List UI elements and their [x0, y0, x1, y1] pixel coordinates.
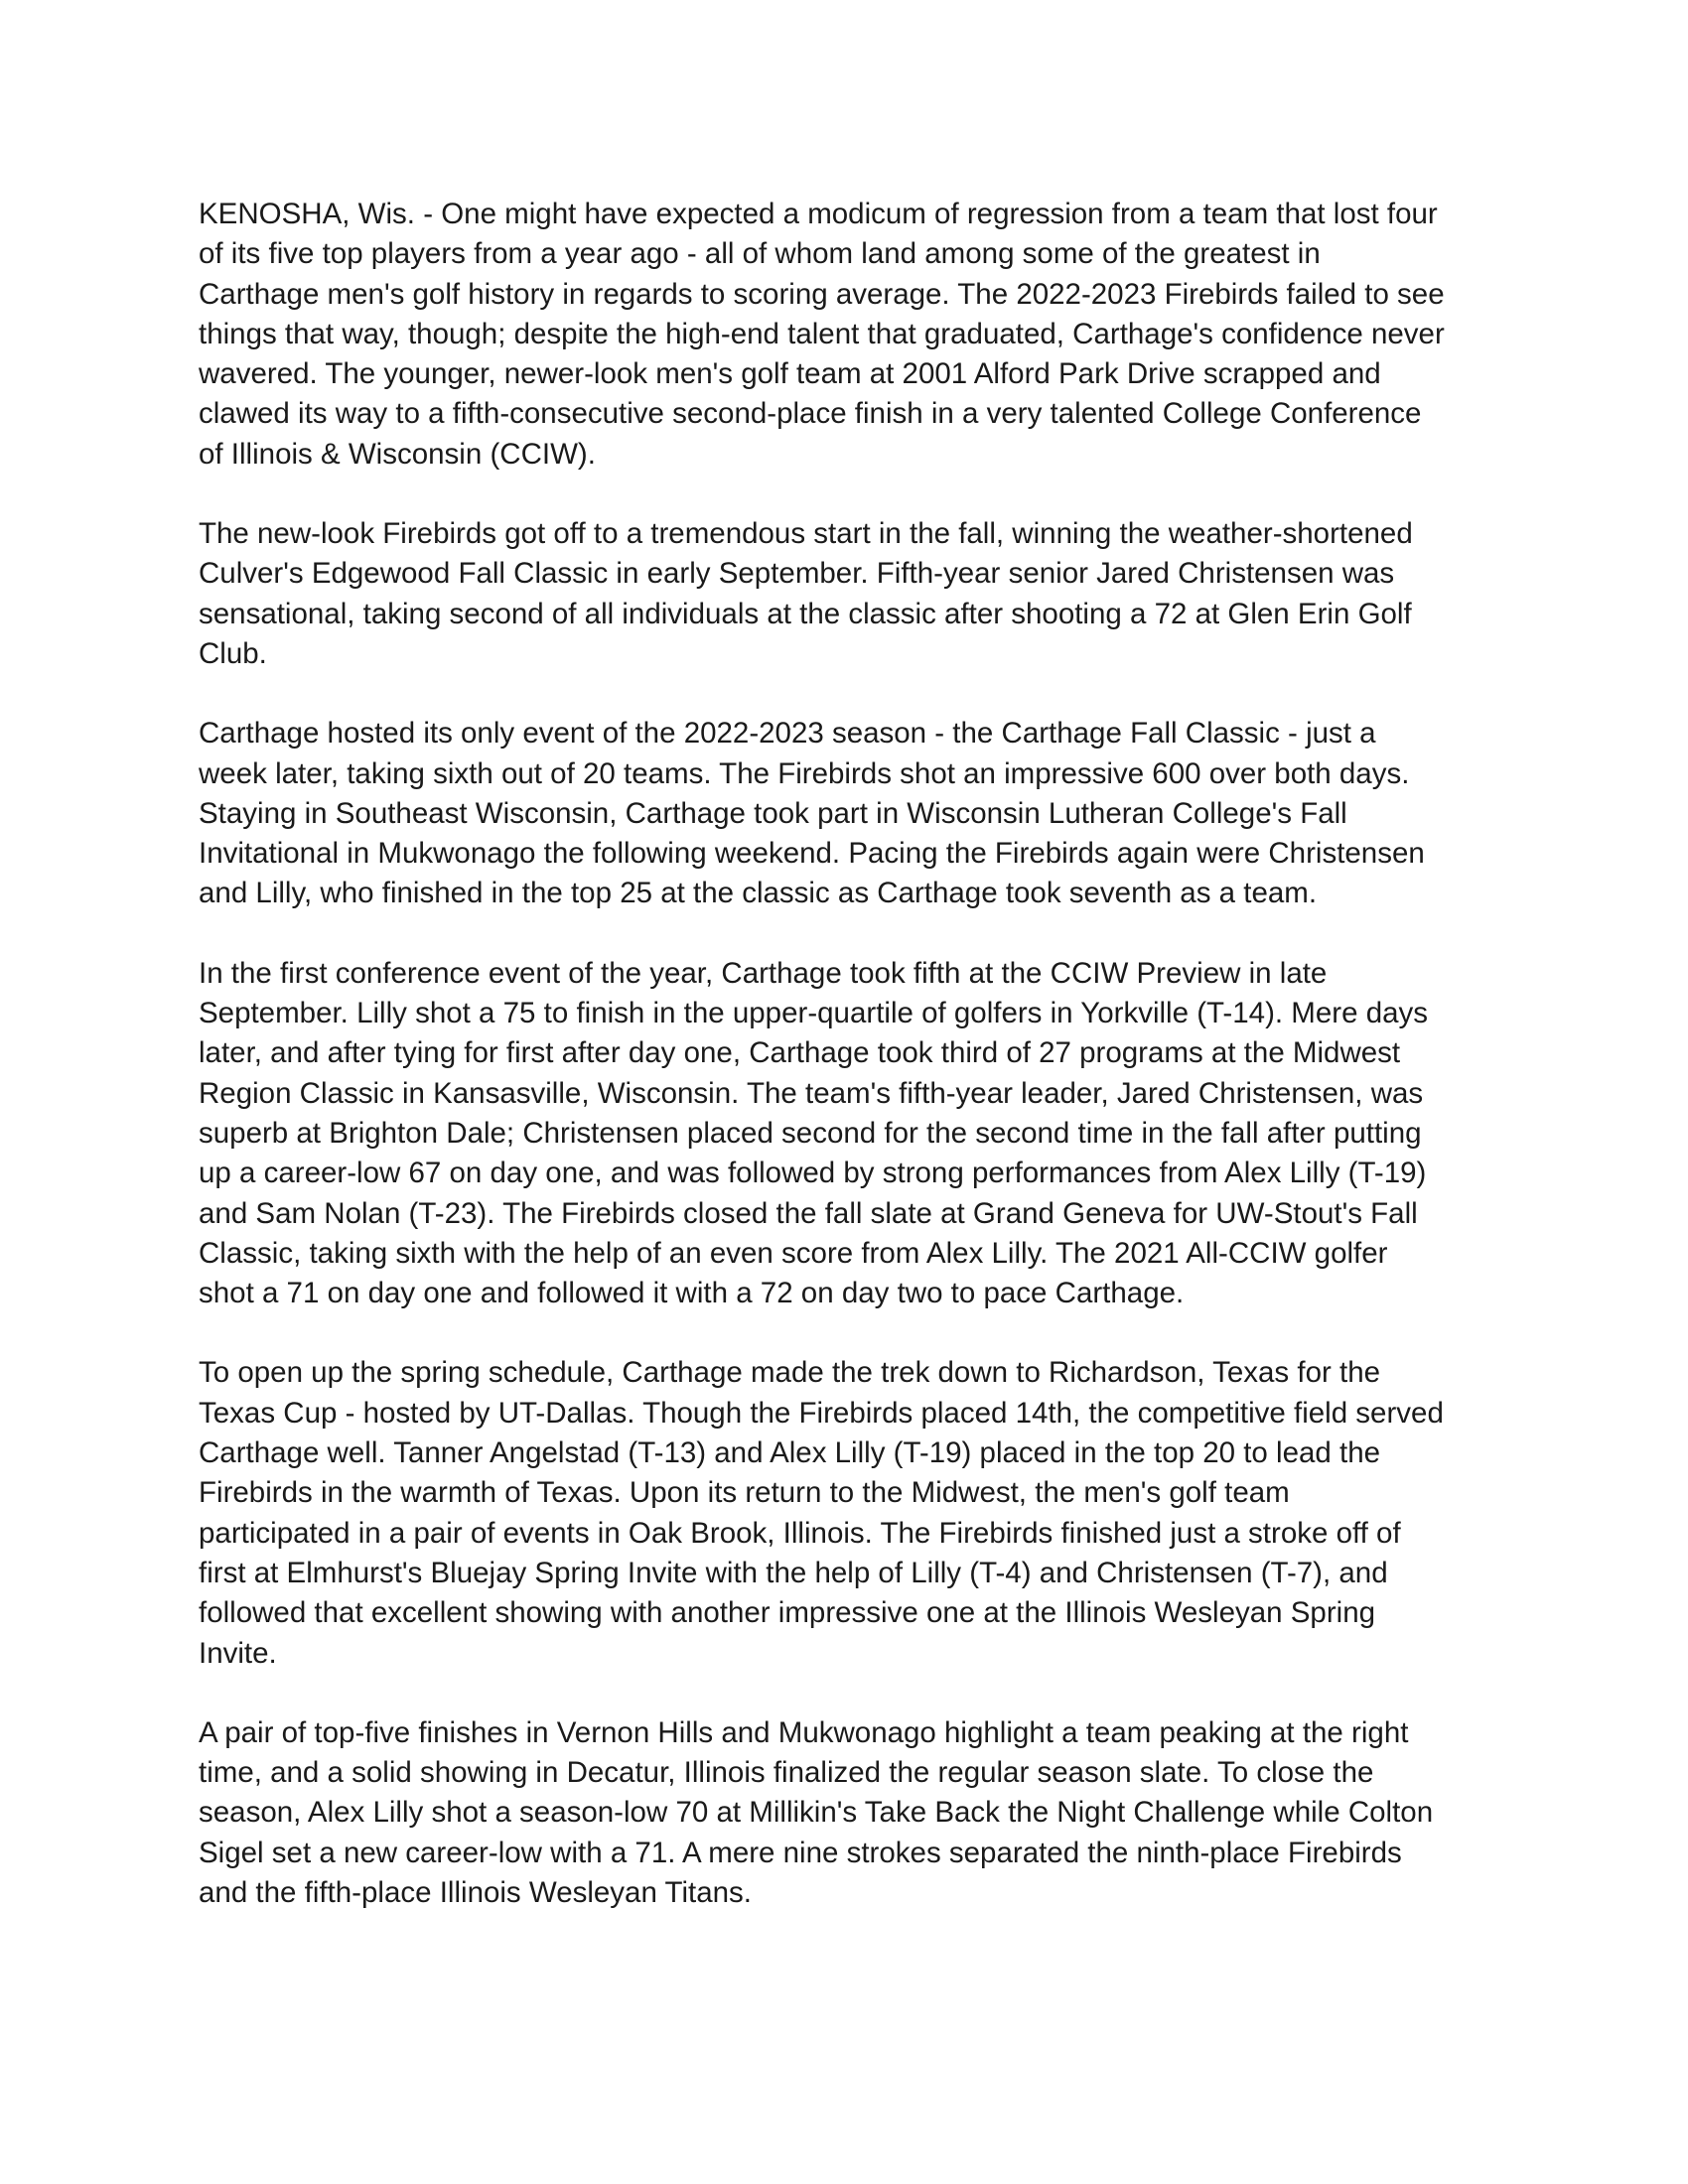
text-line: week later, taking sixth out of 20 teams. The Firebirds shot an impressive 600 over both days. [199, 756, 1410, 790]
text-line: KENOSHA, Wis. - One might have expected a modicum of regression from a team that lost four [199, 198, 1438, 230]
paragraph-3 [199, 714, 1489, 913]
text-line: up a career-low 67 on day one, and was followed by strong performances from Alex Lilly (T-19) [199, 1157, 1427, 1190]
text-line: clawed its way to a fifth-consecutive second-place finish in a very talented College Conference [199, 397, 1422, 431]
text-line: Club. [199, 636, 267, 670]
text-line: time, and a solid showing in Decatur, Illinois finalized the regular season slate. To close the [199, 1756, 1374, 1790]
text-line: September. Lilly shot a 75 to finish in the upper-quartile of golfers in Yorkville (T-14). Mere days [199, 997, 1429, 1030]
text-line: A pair of top-five finishes in Vernon Hills and Mukwonago highlight a team peaking at the right [199, 1715, 1409, 1749]
text-line: and the fifth-place Illinois Wesleyan Titans. [199, 1875, 752, 1909]
text-line: first at Elmhurst's Bluejay Spring Invite with the help of Lilly (T-4) and Christensen (T-7), and [199, 1556, 1388, 1589]
text-line: sensational, taking second of all individuals at the classic after shooting a 72 at Glen Erin Golf [199, 597, 1412, 630]
text-line: Invitational in Mukwonago the following weekend. Pacing the Firebirds again were Christensen [199, 837, 1425, 871]
text-line: The new-look Firebirds got off to a tremendous start in the fall, winning the weather-shortened [199, 517, 1413, 551]
text-line: Staying in Southeast Wisconsin, Carthage took part in Wisconsin Lutheran College's Fall [199, 796, 1347, 830]
text-line: season, Alex Lilly shot a season-low 70 at Millikin's Take Back the Night Challenge while Colton [199, 1796, 1434, 1830]
text-line: Carthage men's golf history in regards to scoring average. The 2022-2023 Firebirds failed to see [199, 277, 1445, 311]
text-line: followed that excellent showing with another impressive one at the Illinois Wesleyan Spring [199, 1596, 1376, 1630]
article-body [199, 195, 1489, 1953]
text-line: of Illinois & Wisconsin (CCIW). [199, 437, 596, 471]
text-line: Carthage well. Tanner Angelstad (T-13) and Alex Lilly (T-19) placed in the top 20 to lead the [199, 1436, 1381, 1470]
text-line: and Sam Nolan (T-23). The Firebirds closed the fall slate at Grand Geneva for UW-Stout's Fall [199, 1196, 1418, 1230]
paragraph-2 [199, 514, 1489, 674]
text-line: things that way, though; despite the high-end talent that graduated, Carthage's confidence never [199, 317, 1445, 350]
text-line: To open up the spring schedule, Carthage made the trek down to Richardson, Texas for the [199, 1356, 1381, 1390]
text-line: Firebirds in the warmth of Texas. Upon its return to the Midwest, the men's golf team [199, 1476, 1290, 1510]
paragraph-1 [199, 195, 1489, 475]
paragraph-4 [199, 954, 1489, 1314]
text-line: Classic, taking sixth with the help of an even score from Alex Lilly. The 2021 All-CCIW golfer [199, 1236, 1388, 1270]
text-line: Carthage hosted its only event of the 2022-2023 season - the Carthage Fall Classic - just a [199, 717, 1376, 751]
text-line: Texas Cup - hosted by UT-Dallas. Though the Firebirds placed 14th, the competitive field served [199, 1396, 1444, 1430]
text-line: wavered. The younger, newer-look men's golf team at 2001 Alford Park Drive scrapped and [199, 357, 1381, 391]
text-line: Invite. [199, 1636, 277, 1670]
paragraph-6 [199, 1713, 1489, 1913]
text-line: and Lilly, who finished in the top 25 at the classic as Carthage took seventh as a team. [199, 877, 1318, 910]
text-line: In the first conference event of the year, Carthage took fifth at the CCIW Preview in late [199, 956, 1328, 990]
text-line: of its five top players from a year ago - all of whom land among some of the greatest in [199, 237, 1321, 271]
text-line: Culver's Edgewood Fall Classic in early September. Fifth-year senior Jared Christensen was [199, 557, 1395, 591]
text-line: Region Classic in Kansasville, Wisconsin. The team's fifth-year leader, Jared Christensen, was [199, 1076, 1424, 1110]
text-line: Sigel set a new career-low with a 71. A mere nine strokes separated the ninth-place Firebirds [199, 1836, 1402, 1869]
text-line: participated in a pair of events in Oak Brook, Illinois. The Firebirds finished just a stroke off of [199, 1516, 1401, 1550]
paragraph-5 [199, 1353, 1489, 1673]
text-line: superb at Brighton Dale; Christensen placed second for the second time in the fall after putting [199, 1116, 1422, 1150]
text-line: later, and after tying for first after day one, Carthage took third of 27 programs at the Midwest [199, 1036, 1401, 1070]
text-line: shot a 71 on day one and followed it with a 72 on day two to pace Carthage. [199, 1277, 1185, 1310]
